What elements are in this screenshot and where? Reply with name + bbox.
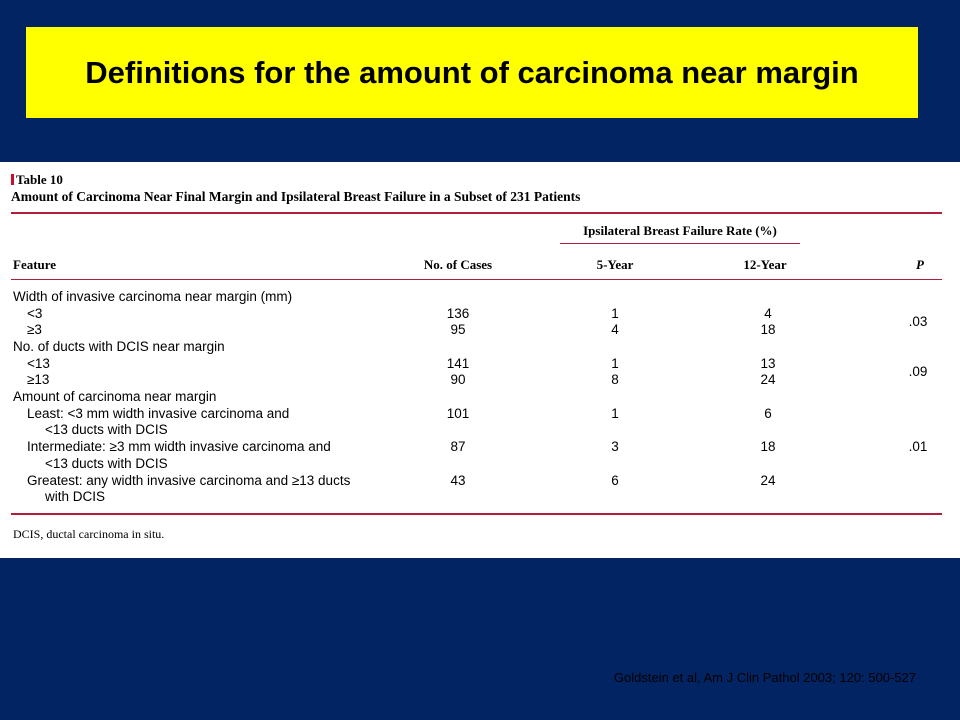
table-label-text: Table 10 [16, 172, 63, 187]
cell-cases: 87 [450, 439, 466, 454]
table-row: ≥13 [27, 372, 50, 387]
cell-p: .09 [908, 364, 928, 379]
cell-cases: 95 [450, 322, 466, 337]
title-box [26, 27, 918, 118]
cell-12yr: 24 [760, 473, 776, 488]
table-caption: Amount of Carcinoma Near Final Margin and Ipsilateral Breast Failure in a Subset of 231 Patients [11, 189, 581, 204]
cell-cases: 141 [446, 356, 470, 371]
table-row: No. of ducts with DCIS near margin [13, 339, 225, 354]
citation: Goldstein et al, Am J Clin Pathol 2003; 120: 500-527 [613, 670, 916, 685]
cell-cases: 101 [446, 406, 470, 421]
slide-title: Definitions for the amount of carcinoma near margin [85, 55, 859, 90]
cell-5yr: 1 [611, 306, 619, 321]
label-marker [11, 174, 14, 185]
cell-cases: 43 [450, 473, 466, 488]
cell-12yr: 18 [760, 439, 776, 454]
header-12yr: 12-Year [743, 257, 787, 272]
cell-5yr: 6 [611, 473, 619, 488]
cell-12yr: 4 [764, 306, 772, 321]
top-rule [11, 212, 942, 214]
table-row: ≥3 [27, 322, 42, 337]
table-row: Least: <3 mm width invasive carcinoma and [27, 406, 290, 421]
cell-p: .01 [908, 439, 928, 454]
table-row: <13 [27, 356, 50, 371]
table-row: Amount of carcinoma near margin [13, 389, 217, 404]
header-cases: No. of Cases [423, 257, 493, 272]
cell-cases: 90 [450, 372, 466, 387]
cell-cases: 136 [446, 306, 470, 321]
cell-5yr: 1 [611, 356, 619, 371]
table-row: <13 ducts with DCIS [45, 422, 168, 437]
cell-5yr: 3 [611, 439, 619, 454]
cell-12yr: 24 [760, 372, 776, 387]
table-row: Greatest: any width invasive carcinoma and ≥13 ducts [27, 473, 351, 488]
group-header: Ipsilateral Breast Failure Rate (%) [583, 223, 777, 238]
table-footnote: DCIS, ductal carcinoma in situ. [13, 527, 165, 541]
table-panel [0, 162, 960, 558]
cell-5yr: 4 [611, 322, 619, 337]
header-5yr: 5-Year [596, 257, 634, 272]
cell-12yr: 18 [760, 322, 776, 337]
table-row: <13 ducts with DCIS [45, 456, 168, 471]
cell-12yr: 6 [764, 406, 772, 421]
cell-p: .03 [908, 314, 928, 329]
table-row: Intermediate: ≥3 mm width invasive carcinoma and [27, 439, 331, 454]
group-header-rule [560, 243, 800, 244]
bottom-rule [11, 513, 942, 515]
table-row: with DCIS [45, 489, 106, 504]
table-row: <3 [27, 306, 43, 321]
header-feature: Feature [13, 257, 57, 272]
cell-5yr: 8 [611, 372, 619, 387]
cell-12yr: 13 [760, 356, 776, 371]
cell-5yr: 1 [611, 406, 619, 421]
header-rule [11, 279, 942, 280]
table-row: Width of invasive carcinoma near margin (mm) [13, 289, 293, 304]
header-p: P [916, 257, 924, 272]
table-label [11, 172, 63, 188]
